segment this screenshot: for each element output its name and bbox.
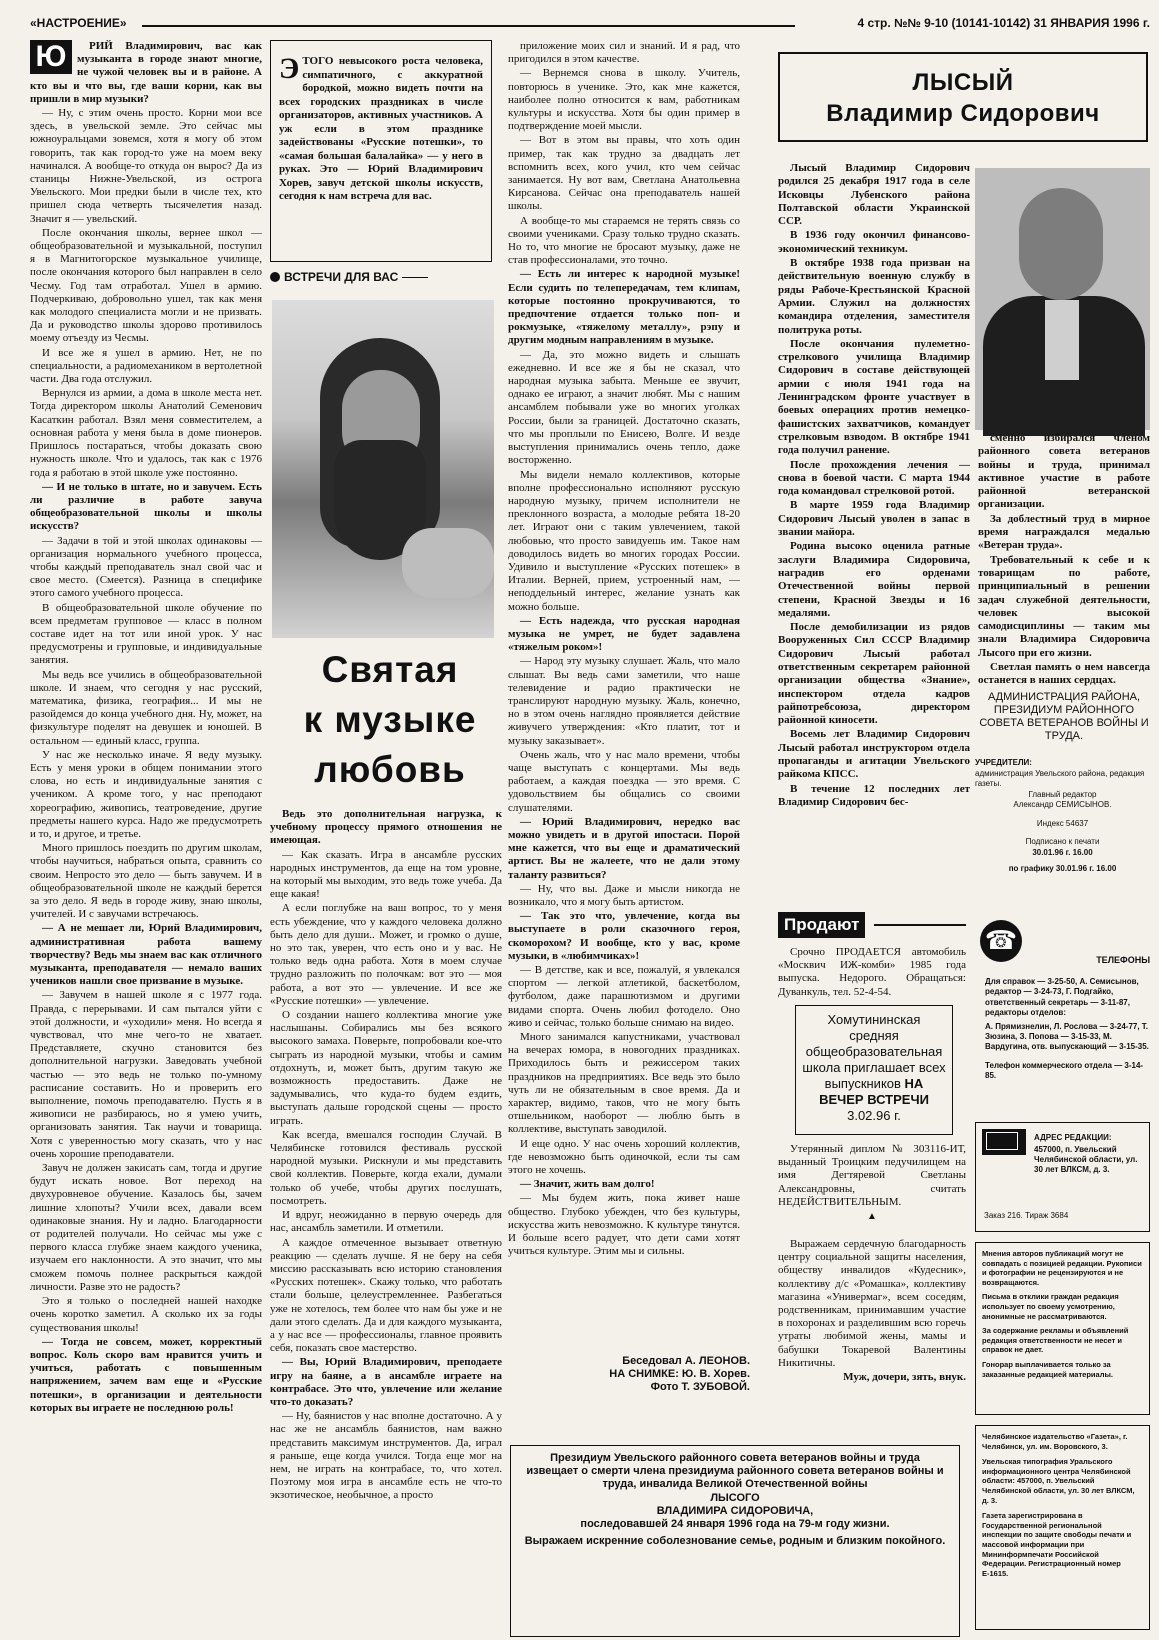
thanks-notice [778, 1238, 966, 1393]
phones-title: ТЕЛЕФОНЫ [1096, 955, 1150, 965]
article-paragraph: — Вы, Юрий Владимирович, преподаете игру на баяне, а в ансамбле играете на контрабасе. Это что, увлечение или желание что-то доказать? [270, 1356, 502, 1408]
obituary-paragraph: За доблестный труд в мирное время награждался медалью «Ветеран труда». [978, 512, 1150, 552]
diploma-text: Утерянный диплом № 303116-ИТ, выданный Троицким педучилищем на имя Дегтяревой Светланы Александровны, считать НЕДЕЙСТВИТЕЛЬНЫМ. [778, 1143, 966, 1208]
obituary-paragraph: Восемь лет Владимир Сидорович Лысый работал инструктором отдела пропаганды и агитации Увельского райкома КПСС. [778, 728, 970, 781]
signed-label: Подписано к печати [1025, 837, 1100, 846]
obituary-photo [975, 168, 1150, 430]
article-paragraph: — Как сказать. Игра в ансамбле русских народных инструментов, да еще на том уровне, на который мы выходим, это ведь тоже учеба. Да еще какая! [270, 848, 502, 901]
credit-photo-caption: НА СНИМКЕ: Ю. В. Хорев. [609, 1368, 750, 1380]
obituary-paragraph: Лысый Владимир Сидорович родился 25 декабря 1917 года в селе Исковцы Лубенского района Полтавской области Украинской ССР. [778, 162, 970, 228]
phones-line-3: Телефон коммерческого отдела — 3-14-85. [985, 1060, 1144, 1080]
school-text: Хомутининская средняя общеобразовательная школа приглашает всех выпускников [802, 1012, 946, 1091]
thanks-sign: Муж, дочери, зять, внук. [843, 1371, 966, 1384]
publisher-1: Челябинское издательство «Газета», г. Челябинск, ул. им. Воровского, 3. [982, 1432, 1128, 1451]
founders: администрация Увельского района, редакция газеты. [975, 768, 1145, 788]
obituary-paragraph: В октябре 1938 года призван на действительную военную службу в ряды Рабоче-Крестьянской Красной Армии. Служил на должностях командира отделения, заместителя политрука роты. [778, 257, 970, 336]
obituary-paragraph: В марте 1959 года Владимир Сидорович Лысый уволен в запас в звании майора. [778, 499, 970, 539]
mourn-name-1: ЛЫСОГО [710, 1491, 760, 1504]
article-column-3 [508, 40, 740, 1340]
intro-initial: Э [279, 52, 300, 85]
triangle-icon: ▲ [867, 1211, 877, 1223]
article-paragraph: — Юрий Владимирович, нередко вас можно увидеть и в другой ипостаси. Порой мне кажется, что вы еще и драматический артист. Вы не жалеете, что не дали этому таланту развиться? [508, 815, 740, 881]
article-paragraph: приложение моих сил и знаний. И я рад, что пригодился в этом качестве. [508, 40, 740, 66]
article-headline [272, 645, 508, 795]
mourning-notice [510, 1445, 960, 1637]
mourn-name-2: ВЛАДИМИРА СИДОРОВИЧА, [656, 1504, 814, 1517]
notice-4: Гонорар выплачивается только за заказанные редакцией материалы. [982, 1359, 1113, 1379]
obituary-paragraph: Родина высоко оценила ратные заслуги Владимира Сидоровича, наградив его орденами Отечественной войны первой степени, Красной Звезды и 16 медалями. [778, 540, 970, 619]
schedule: по графику 30.01.96 г. 16.00 [1008, 864, 1117, 873]
masthead [975, 758, 1150, 875]
editor-name: Александр СЕМИСЫНОВ. [1013, 800, 1112, 809]
publisher-info [975, 1425, 1150, 1630]
article-paragraph: — Так это что, увлечение, когда вы выступаете в роли сказочного героя, скоморохом? И вообще, кто у вас, кроме музыки, в «любимчиках»! [508, 910, 740, 962]
article-paragraph: Это я только о последней нашей находке очень коротко заметил. А сколько их за годы существования школы! [30, 1295, 262, 1334]
obituary-name: Владимир Сидорович [826, 100, 1100, 127]
article-paragraph: И вдруг, неожиданно в первую очередь для нас, ансамбль заметили. И отметили. [270, 1209, 502, 1235]
page-header [30, 16, 1150, 36]
obituary-signature: АДМИНИСТРАЦИЯ РАЙОНА, ПРЕЗИДИУМ РАЙОННОГО СОВЕТА ВЕТЕРАНОВ ВОЙНЫ И ТРУДА. [979, 690, 1149, 742]
bullet-icon [270, 272, 280, 282]
address-text: 457000, п. Увельский Челябинской области, ул. 30 лет ВЛКСМ, д. 3. [1034, 1145, 1138, 1174]
obituary-paragraph: После демобилизации из рядов Вооруженных Сил СССР Владимир Сидорович Лысый работал ответственным секретарем районной организации общества «Знание», инспектором отдела кадров райпотребсоюза, директором районной киносети. [778, 621, 970, 727]
article-paragraph: О создании нашего коллектива многие уже наслышаны. Собирались мы без всякого высокого замаха. Поверьте, попробовали кое-что сыграть из народной музыки, чтобы и самим отдохнуть, и, может быть, другим такую же возможность предоставить. Даже не задумывались, что куда-то будем ездить, выступать дальше городской сцены — просто играть. [270, 1009, 502, 1127]
article-paragraph: — Мы будем жить, пока живет наше общество. Глубоко убежден, что без культуры, искусства жить невозможно. К культуре тянутся. И больше всего радует, что дети сами хотят учиться культуре. Этим мы и сильны. [508, 1192, 740, 1258]
article-paragraph: — В детстве, как и все, пожалуй, я увлекался спортом — легкой атлетикой, баскетболом, футболом, даже парашютизмом и другими видами спорта. Очень любил фотодело. Оно живо и сейчас, только больше снимаю на видео. [508, 964, 740, 1029]
article-paragraph: — А не мешает ли, Юрий Владимирович, административная работа вашему творчеству? Ведь мы знаем вас как отличного музыканта, преподавателя — немало ваших учеников нашли свое призвание в музыке. [30, 922, 262, 988]
article-paragraph: — Вернемся снова в школу. Учитель, повторюсь в ученике. Это, как мне кажется, наиболее полно относится к вам, работникам культуры и искусства. Хотя бы один пример в подтверждение моей мысли. [508, 67, 740, 133]
article-paragraph: А каждое отмеченное вызывает ответную реакцию — сделать лучше. Я не беру на себя миссию рассказывать всю историю становления «Русских потешек». Скажу только, что работать стали больше, целеустремленнее. Разбегаться уже не хотелось, тем более что нам бы уже и не дали этого сделать. Да и для каждого музыканта, а у нас все — профессионалы, главное проявить себя, показать свое мастерство. [270, 1236, 502, 1355]
school-date: 3.02.96 г. [847, 1108, 901, 1123]
address-box [975, 1122, 1150, 1232]
editor-label: Главный редактор [1028, 789, 1097, 799]
mourn-text: Президиум Увельского районного совета ветеранов войны и труда извещает о смерти члена президиума районного совета ветеранов войны и труда, инвалида Великой Отечественной войны [526, 1452, 944, 1491]
article-paragraph: — Задачи в той и этой школах одинаковы — организация нормального учебного процесса, чтобы каждый преподаватель знал свой час и свое место. (Смеется). Разница в специфике этого самого учебного процесса. [30, 534, 262, 600]
order-info: Заказ 216. Тираж 3684 [984, 1211, 1069, 1220]
phones-block [985, 955, 1150, 1081]
article-paragraph: И все же я ушел в армию. Нет, не по специальности, а радиомехаником в вертолетной части. Два года отслужил. [30, 346, 262, 386]
portrait-photo [272, 300, 494, 638]
article-paragraph: В общеобразовательной школе обучение по всем предметам групповое — класс в полном составе идет на тот или иной урок. У нас предусмотрены и групповые, и индивидуальные занятия. [30, 601, 262, 667]
notice-1: Мнения авторов публикаций могут не совпадать с позицией редакции. Рукописи и фотографии не рецензируются и не возвращаются. [982, 1249, 1142, 1287]
rubric [270, 270, 492, 284]
article-paragraph: А вообще-то мы стараемся не терять связь со своими учениками. Сразу только трудно сказать. Но то, что многие не бросают музыку, даже не став профессионалами, это точно. [508, 214, 740, 267]
article-paragraph: Мы ведь все учились в общеобразовательной школе. И знаем, что сегодня у нас русский, математика, физика, география... И мы не разойдемся до конца учебного дня. Ну, может, на физкультуре поделят на девушек и юношей. В остальном — единый класс, группа. [30, 668, 262, 747]
article-paragraph: Вернулся из армии, а дома в школе места нет. Тогда директором школы Анатолий Семенович Касаткин работал. Взял меня совместителем, а основная работа у меня была в доме пионеров. Пришлось постараться, чтобы доказать свою нужность школе. Что и удалось, так как с 1976 года я работаю в этой школе уже постоянно. [30, 387, 262, 479]
signed-date: 30.01.96 г. 16.00 [1032, 847, 1093, 857]
founders-label: УЧРЕДИТЕЛИ: [975, 758, 1032, 767]
article-column-1 [30, 40, 262, 1630]
article-column-2 [270, 808, 502, 1630]
obituary-paragraph: После окончания пулеметно-стрелкового училища Владимир Сидорович в составе действующей армии с июля 1941 года на Ленинградском фронте участвует в боевых операциях против немецко-фашистских захватчиков, командует стрелковым взводом. В октябре 1941 года получил ранение. [778, 337, 970, 457]
article-paragraph: Как всегда, вмешался господин Случай. В Челябинске готовился фестиваль русской народной музыки. Рискнули и мы представить свой коллектив. Поверьте, когда ехали, думали только об учебе, чтобы других послушать, посмотреть. [270, 1128, 502, 1207]
headline-line-3: любовь [314, 749, 466, 790]
article-paragraph: — Народ эту музыку слушает. Жаль, что мало слышат. Вы ведь сами заметили, что наше телевидение и радио практически не транслируют народную музыку. Жаль, конечно, но в этом очень наглядно проявляется действие живучего утверждения: «Кто платит, тот и музыку заказывает». [508, 655, 740, 747]
article-credits [560, 1355, 750, 1394]
phones-line-2: А. Прямизнелин, Л. Рослова — 3-24-77, Т. Зюзина, З. Попова — 3-15-33, М. Вардугина, отв. выпускающий — 3-15-35. [985, 1022, 1149, 1052]
obituary-paragraph: В течение 12 последних лет Владимир Сидорович бес- [778, 782, 970, 808]
envelope-icon [982, 1129, 1026, 1155]
article-paragraph: И еще одно. У нас очень хороший коллектив, где невозможно быть одиночкой, если ты сам этого не хочешь. [508, 1137, 740, 1177]
credit-author: Беседовал А. ЛЕОНОВ. [622, 1355, 750, 1367]
article-paragraph: — И не только в штате, но и завучем. Есть ли различие в работе завуча общеобразовательной школы и школы искусств? [30, 480, 262, 533]
obituary-paragraph: После прохождения лечения — снова в боевой части. С марта 1944 года командовал стрелковой ротой. [778, 458, 970, 498]
article-paragraph: — Вот в этом вы правы, что хоть один пример, так как трудно за двадцать лет вспомнить всех, кого учил, кто чем сейчас занимается. Ну вот вам, Светлана Анатольевна Кирсанова. Сейчас она преподаватель нашей школы. [508, 134, 740, 213]
article-paragraph: — Есть надежда, что русская народная музыка не умрет, не будет задавлена «тяжелым роком»! [508, 614, 740, 654]
article-paragraph: — Завучем в нашей школе я с 1977 года. Правда, с перерывами. И сам пытался уйти с этой должности, и «уходили» меня. Но всегда я чувствовал, что мне чего-то не хватает. Представляете, скучно становится без дополнительной нагрузки. Заведовать учебной частью — это ведь не только по-умному расписание составить. Но и проверить его выполнение, помочь преподавателю. Пусть я в живописи не разбираюсь, но я умею учить, организовать занятия. Так научи и товарища. Хотя с уверенностью могу сказать, что у нас очень хорошие преподаватели. [30, 989, 262, 1160]
school-event: НА ВЕЧЕР ВСТРЕЧИ [819, 1076, 929, 1107]
intro-text: ТОГО невысокого роста человека, симпатичного, с аккуратной бородкой, можно видеть почти на всех городских праздниках в числе организаторов, активных участников. А уж если в этом празднике задействованы «Русские потешки», то «самая большая балалайка» — у него в руках. Это — Юрий Владимирович Хорев, завуч детской школы искусств, сегодня к нам встреча для вас. [279, 55, 483, 202]
drop-initial: Ю [30, 40, 72, 74]
article-paragraph: — Есть ли интерес к народной музыке! Если судить по телепередачам, тем клипам, которые постоянно прокручиваются, то предпочтение отдается только поп- и рокмузыке, «тяжелому металлу», рэпу и другим модным направлениям в музыке. [508, 268, 740, 347]
article-paragraph: — Значит, жить вам долго! [520, 1178, 655, 1191]
issue-info: 4 стр. №№ 9-10 (10141-10142) 31 ЯНВАРИЯ 1996 г. [857, 16, 1150, 30]
article-paragraph: Много пришлось поездить по другим школам, чтобы научиться, набраться опыта, сравнить со своим. Непросто это дело — быть завучем. И в общеобразовательной школе не каждый берется за это дело. Я ведь в городе живу, знаю школы, учителей. И с завучами встречаюсь. [30, 842, 262, 921]
article-paragraph: — Ну, что вы. Даже и мысли никогда не возникало, что я могу быть артистом. [508, 882, 740, 908]
sale-ad [778, 946, 966, 1006]
editorial-notice [975, 1242, 1150, 1415]
address-label: АДРЕС РЕДАКЦИИ: [1034, 1133, 1112, 1142]
article-paragraph: — Да, это можно видеть и слышать ежедневно. И все же я бы не сказал, что народная музыка забыта. Меньше ее звучит, однако ее играют, а значит любят. Мы с нашим ансамблем побывали уже во многих уголках России, были за границей. Достаточно сказать, что мы проплыли по Енисею, Волге. И везде выступления принимались очень тепло, даже восторженно. [508, 348, 740, 467]
publisher-3: Газета зарегистрирована в Государственной региональной инспекции по защите свободы печати и массовой информации при Мининформпечати Российской Федерации. Регистрационный номер Е-1615. [982, 1511, 1132, 1578]
mourn-date: последовавшей 24 января 1996 года на 79-м году жизни. [580, 1518, 890, 1531]
obituary-paragraph: В 1936 году окончил финансово-экономический техникум. [778, 229, 970, 255]
article-paragraph: — Ну, с этим очень просто. Корни мои все здесь, в увельской земле. Это сейчас мы южноуральцами зовемся, хотя я могу об этом говорить, так как город-то уже на моем веку начинался. А вообще-то откуда он вырос? Да из станицы Нижне-Увельской, из острога Увельского. Мои предки были в числе тех, кто пришел сюда четверть тысячелетия назад. Значит я — увельский. [30, 107, 262, 225]
article-paragraph: Мы видели немало коллективов, которые вполне профессионально исполняют русскую народную музыку, причем исполнители не преклонного возраста, а молодые ребята 18-20 лет. Играют они с таким увлечением, такой любовью, что просто завидуешь им. Такое нам доводилось видеть во многих городах России. Удивило и выступление «Русских потешек» в Италии. Верней, прием, устроенный нам, — неподдельный интерес, желание узнать как можно больше. [508, 468, 740, 613]
notice-3: За содержание рекламы и объявлений редакция ответственности не несет и справок не дает. [982, 1326, 1129, 1355]
publisher-2: Увельская типография Уральского информационного центра Челябинской области: 457000, п. Увельский Челябинской области, ул. 30 лет ВЛКСМ, д. 3. [982, 1457, 1135, 1505]
article-paragraph: Завуч не должен закисать сам, тогда и другие будут искать новое. Вот переход на двухуровневое обучение. Казалось бы, зачем лишние хлопоты? Учили всех, давали всем одинаковые знания. Ну и ладно. Благодарности от родителей получали. Но сейчас мы уже с первого класса глубже знаем каждого ученика, изучаем его наклонности. А это значит, что мы сможем помочь полнее раскрыться каждой личности. Разве это не радость? [30, 1162, 262, 1293]
obituary-paragraph: Светлая память о нем навсегда останется в наших сердцах. [978, 661, 1150, 687]
obituary-paragraph: Требовательный к себе и к товарищам по работе, принципиальный в решении задач служебной деятельности, человек высокой самодисциплины — таким мы знали Владимира Сидоровича Лысого при его жизни. [978, 553, 1150, 659]
article-paragraph: А если поглубже на ваш вопрос, то у меня есть убеждение, что у каждого человека должно быть дело для души.. Может, и громко о душе, но это так, уверен, что есть оно и у вас. Не только ведь одна работа. Хотя в моем случае трудно разложить по полочкам: вот это — моя работа, а вот это — увлечение. И все же «Русские потешки» — увлечение. [270, 902, 502, 1007]
sale-header [778, 912, 966, 938]
article-paragraph: Очень жаль, что у нас мало времени, чтобы чаще выступать с концертами. Мы ведь работаем, а каждая поездка — это время. С удовольствием бы общались со своими слушателями. [508, 748, 740, 814]
article-intro-box [270, 40, 492, 262]
article-paragraph: После окончания школы, вернее школ — общеобразовательной и музыкальной, поступил я в Магнитогорское музыкальное училище, после окончания которого был направлен в село Чесму. Год там отработал. Ушел в армию. Подчеркиваю, добровольно ушел, так как меня как молодого специалиста могли и не призвать. Да и руководство школы здорово противилось моему отъезду из Чесмы. [30, 226, 262, 345]
postal-index: Индекс 54637 [1036, 818, 1089, 828]
article-paragraph: Много занимался капустниками, участвовал на вечерах юмора, в новогодних праздниках. Приходилось быть и режиссером таких праздников на предприятиях. Все ведь это было чуть ли не обязательным в свое время. Да и характер, видимо, таков, что не могу быть отшельником, наоборот — люблю быть в коллективе, выступать заводилой. [508, 1031, 740, 1136]
section-title: «НАСТРОЕНИЕ» [30, 16, 127, 30]
telephone-icon: ☎ [980, 920, 1022, 962]
sale-header-label: Продают [778, 912, 865, 938]
obituary-column-a [778, 162, 970, 907]
rubric-label: ВСТРЕЧИ ДЛЯ ВАС [284, 270, 399, 284]
obituary-column-b [978, 432, 1150, 742]
header-rule [142, 25, 795, 27]
article-paragraph: — Тогда не совсем, может, корректный вопрос. Коль скоро вам нравится учить и учиться, работать с повышенным напряжением, зачем вам еще и «Русские потешки», в организации и деятельности которых вы играете не последнюю роль! [30, 1335, 262, 1414]
obituary-surname: ЛЫСЫЙ [912, 69, 1014, 96]
school-ad [795, 1005, 953, 1135]
thanks-text: Выражаем сердечную благодарность центру социальной защиты населения, обществу инвалидов «Кудесник», коллективу д/с «Ромашка», коллективу магазина «Универмаг», всем соседям, родственникам, принимавшим участие в похоронах и разделившим всю горечь утраты любимой жены, мамы и бабушки Токаревой Валентины Никитичны. [778, 1238, 966, 1369]
obituary-paragraph: сменно избирался членом районного совета ветеранов войны и труда, принимал активное участие в работе районной ветеранской организации. [978, 432, 1150, 511]
notice-2: Письма в отклики граждан редакция использует по своему усмотрению, анонимные не рассматриваются. [982, 1292, 1119, 1321]
phones-line-1: Для справок — 3-25-50, А. Семисынов, редактор — 3-24-73, Г. Подгайко, ответственный секретарь — 3-11-87, редакторы отделов: [985, 977, 1139, 1017]
headline-line-2: к музыке [303, 699, 477, 740]
obituary-title [778, 52, 1148, 142]
sale-text: Срочно ПРОДАЕТСЯ автомобиль «Москвич ИЖ-комби» 1985 года выпуска. Недорого. Обращаться: Дуванкуль, тел. 52-4-54. [778, 946, 966, 998]
article-paragraph: У нас же несколько иначе. Я веду музыку. Есть у меня уроки в общем понимании этого слова, но есть и индивидуальные занятия с учеником. А кроме того, у нас преподают хореографию, живопись, театроведение, другие предметы нашего курса. Надо же предусмотреть и то, и другое, и третье. [30, 748, 262, 840]
mourn-condolence: Выражаем искренние соболезнование семье, родным и близким покойного. [524, 1535, 946, 1548]
credit-photographer: Фото Т. ЗУБОВОЙ. [650, 1381, 750, 1393]
article-paragraph: — Ну, баянистов у нас вполне достаточно. А у нас же не ансамбль баянистов, нам важно представить максимум инструментов. Да, играл я раньше, еще когда учился. Тогда еще мог на нем, не играть на контрабасе, то, что хотел. Поэтому моя игра в ансамбле есть не что-то экзотическое, необычное, а просто [270, 1410, 502, 1502]
article-paragraph: РИЙ Владимирович, вас как музыканта в городе знают многие, не чужой человек вы и в районе. А кто вы и что вы, где ваши корни, как вы пришли в мир музыки? [30, 40, 262, 105]
article-paragraph: Ведь это дополнительная нагрузка, к учебному процессу прямого отношения не имеющая. [270, 808, 502, 847]
headline-line-1: Святая [321, 649, 459, 690]
